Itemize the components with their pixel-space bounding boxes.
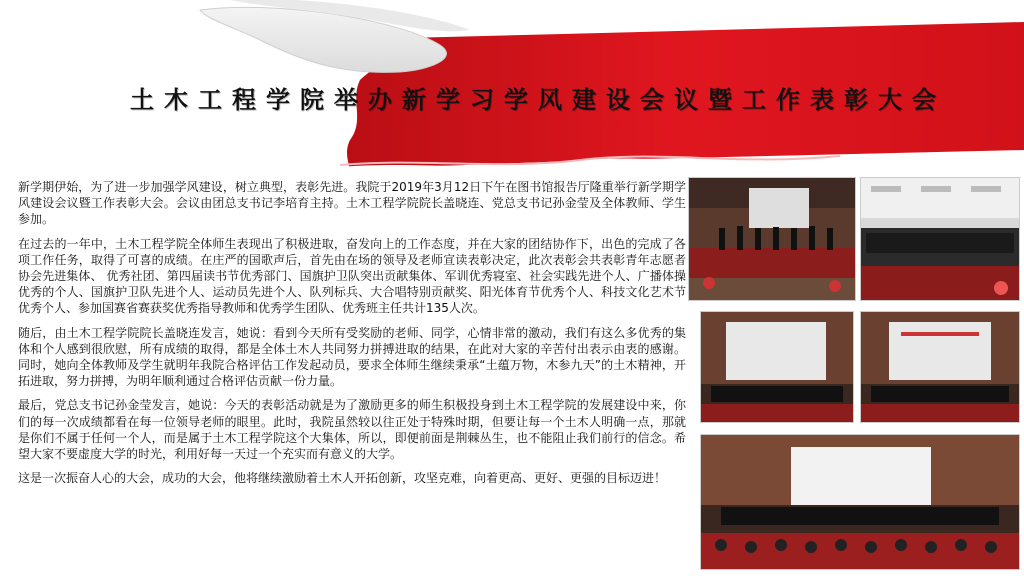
article-paragraph: 新学期伊始，为了进一步加强学风建设，树立典型，表彰先进。我院于2019年3月12日下午在图书馆报告厅隆重举行新学期学风建设会议暨工作表彰大会。会议由团总支书记李培育主持。土木工程学院院长盖晓连、党总支书记孙金莹及全体教师、学生参加。 [18, 180, 686, 227]
article-paragraph: 随后，由土木工程学院院长盖晓连发言，她说：看到今天所有受奖励的老师、同学，心情非常的激动，我们有这么多优秀的集体和个人感到很欣慰，所有成绩的取得，都是全体土木人共同努力拼搏进取的结果，在此对大家的辛苦付出表示由衷的感谢。同时，她向全体教师及学生就明年我院合格评估工作发起动员，要求全体师生继续秉承“土蕴万物，木参九天”的土木精神，开拓进取，努力拼搏，为明年顺利通过合格评估贡献一份力量。 [18, 325, 686, 389]
article-body [18, 179, 686, 494]
article-paragraph: 最后，党总支书记孙金莹发言，她说：今天的表彰活动就是为了激励更多的师生积极投身到土木工程学院的发展建设中来，你们的每一次成绩都看在每一位领导老师的眼里。此时，我院虽然较以往正处于特殊时期，但要让每一个土木人明确一点，那就是你们不属于任何一个人，而是属于土木工程学院这个大集体，所以，即便前面是荆棘丛生，也不能阻止我们前行的信念。希望大家不要虚度大学的时光，利用好每一天过一个充实而有意义的大学。 [18, 398, 686, 462]
photo-award-stage [688, 177, 856, 301]
photo-auditorium-wide [700, 434, 1020, 570]
page-title: 土木工程学院举办新学习学风建设会议暨工作表彰大会 [130, 85, 946, 114]
photo-stage-screen-1 [700, 311, 854, 423]
photo-stage-screen-2 [860, 311, 1020, 423]
article-paragraph: 在过去的一年中，土木工程学院全体师生表现出了积极进取，奋发向上的工作态度，并在大家的团结协作下，出色的完成了各项工作任务，取得了可喜的成绩。在庄严的国歌声后，首先由在场的领导及老师宣读表彰决定，此次表彰会共表彰青年志愿者协会先进集体、 优秀社团、第四届读书节优秀部门、国旗护卫队突出贡献集体、军训优秀寝室、社会实践先进个人、广播体操优秀的个人、国旗护卫队先进个人、运动员先进个人、队列标兵、大合唱特别贡献奖、阳光体育节优秀个人、科技文化艺术节优秀个人、参加国赛省赛获奖优秀指导教师和优秀学生团队、优秀班主任共计135人次。 [18, 236, 686, 316]
article-paragraph: 这是一次振奋人心的大会，成功的大会，他将继续激励着土木人开拓创新，攻坚克难，向着更高、更好、更强的目标迈进！ [18, 471, 667, 486]
photo-auditorium-crowd [860, 177, 1020, 301]
